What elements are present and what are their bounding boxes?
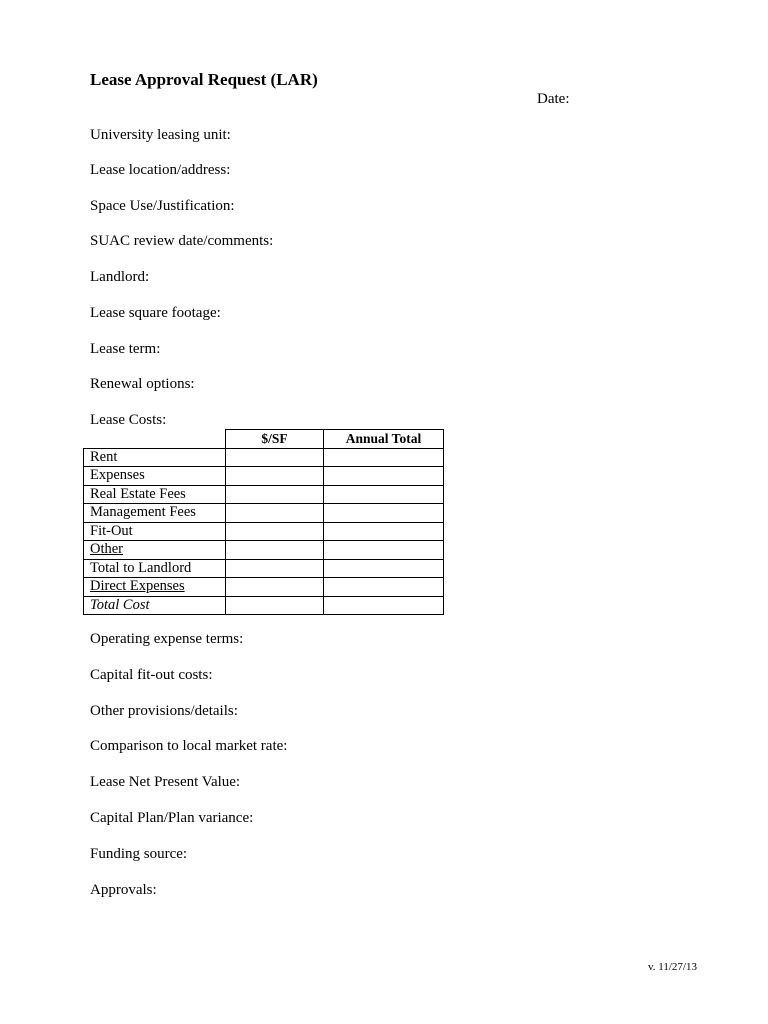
field-lease-npv: Lease Net Present Value:: [90, 774, 241, 790]
row-label-real-estate-fees: Real Estate Fees: [84, 485, 226, 504]
field-other-provisions: Other provisions/details:: [90, 703, 238, 719]
field-lease-costs: Lease Costs:: [90, 412, 167, 428]
field-lease-term: Lease term:: [90, 341, 161, 357]
cell-other-per-sf: [226, 541, 324, 560]
lease-costs-table: [83, 429, 444, 615]
table-row: [84, 485, 444, 504]
field-lease-square-footage: Lease square footage:: [90, 305, 221, 321]
field-operating-expense-terms: Operating expense terms:: [90, 631, 244, 647]
row-label-total-to-landlord: Total to Landlord: [84, 559, 226, 578]
field-university-leasing-unit: University leasing unit:: [90, 127, 231, 143]
table-header-row: [84, 430, 444, 449]
table-row: [84, 504, 444, 523]
cell-management-fees-annual: [324, 504, 444, 523]
field-capital-plan-variance: Capital Plan/Plan variance:: [90, 810, 254, 826]
row-label-fit-out: Fit-Out: [84, 522, 226, 541]
cell-other-annual: [324, 541, 444, 560]
cell-rent-per-sf: [226, 448, 324, 467]
row-label-management-fees: Management Fees: [84, 504, 226, 523]
table-row: [84, 559, 444, 578]
cell-fit-out-annual: [324, 522, 444, 541]
field-lease-location: Lease location/address:: [90, 162, 231, 178]
field-space-use: Space Use/Justification:: [90, 198, 235, 214]
field-capital-fit-out-costs: Capital fit-out costs:: [90, 667, 213, 683]
cell-total-cost-annual: [324, 596, 444, 615]
field-suac-review: SUAC review date/comments:: [90, 233, 274, 249]
table-row: [84, 467, 444, 486]
cell-rent-annual: [324, 448, 444, 467]
cell-total-to-landlord-per-sf: [226, 559, 324, 578]
table-row: [84, 522, 444, 541]
version-label: v. 11/27/13: [648, 961, 697, 973]
date-label: Date:: [537, 91, 570, 107]
field-renewal-options: Renewal options:: [90, 376, 195, 392]
field-landlord: Landlord:: [90, 269, 150, 285]
cell-fit-out-per-sf: [226, 522, 324, 541]
cell-total-to-landlord-annual: [324, 559, 444, 578]
page-title: Lease Approval Request (LAR): [90, 70, 318, 89]
table-row: [84, 578, 444, 597]
cell-real-estate-fees-annual: [324, 485, 444, 504]
row-label-direct-expenses: Direct Expenses: [84, 578, 226, 597]
cell-direct-expenses-per-sf: [226, 578, 324, 597]
cell-expenses-annual: [324, 467, 444, 486]
row-label-expenses: Expenses: [84, 467, 226, 486]
table-row: [84, 448, 444, 467]
table-header-per-sf: $/SF: [226, 430, 324, 449]
cell-expenses-per-sf: [226, 467, 324, 486]
field-approvals: Approvals:: [90, 882, 157, 898]
table-header-annual-total: Annual Total: [324, 430, 444, 449]
cell-direct-expenses-annual: [324, 578, 444, 597]
row-label-total-cost: Total Cost: [84, 596, 226, 615]
table-row: [84, 596, 444, 615]
row-label-rent: Rent: [84, 448, 226, 467]
table-header-blank: [84, 430, 226, 449]
table-row: [84, 541, 444, 560]
cell-real-estate-fees-per-sf: [226, 485, 324, 504]
field-funding-source: Funding source:: [90, 846, 188, 862]
cell-total-cost-per-sf: [226, 596, 324, 615]
cell-management-fees-per-sf: [226, 504, 324, 523]
row-label-other: Other: [84, 541, 226, 560]
field-comparison-market-rate: Comparison to local market rate:: [90, 738, 288, 754]
